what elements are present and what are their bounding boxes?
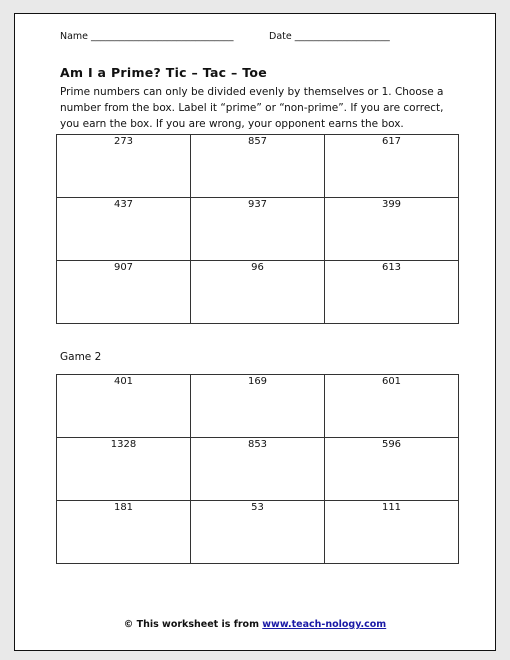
grid-cell: 111 bbox=[325, 501, 459, 564]
game2-grid bbox=[56, 374, 459, 564]
date-field-label: Date ____________________ bbox=[269, 31, 390, 42]
worksheet-page bbox=[14, 13, 496, 651]
grid-cell: 857 bbox=[191, 135, 325, 198]
worksheet-title: Am I a Prime? Tic – Tac – Toe bbox=[60, 65, 268, 80]
grid-cell: 596 bbox=[325, 438, 459, 501]
instructions-text: Prime numbers can only be divided evenly by themselves or 1. Choose a number from the box. Label it “prime” or “non-prime”. If you are correct, you earn the box. If you are wrong, your opponent earns the box. bbox=[60, 86, 444, 130]
grid-cell: 1328 bbox=[57, 438, 191, 501]
footer-credit bbox=[15, 619, 495, 630]
grid-cell: 181 bbox=[57, 501, 191, 564]
table-row bbox=[57, 198, 459, 261]
grid-cell: 853 bbox=[191, 438, 325, 501]
grid-cell: 907 bbox=[57, 261, 191, 324]
grid-cell: 601 bbox=[325, 375, 459, 438]
table-row bbox=[57, 438, 459, 501]
grid-cell: 437 bbox=[57, 198, 191, 261]
game1-grid bbox=[56, 134, 459, 324]
grid-cell: 399 bbox=[325, 198, 459, 261]
grid-cell: 937 bbox=[191, 198, 325, 261]
game2-label: Game 2 bbox=[60, 351, 102, 363]
grid-cell: 401 bbox=[57, 375, 191, 438]
grid-cell: 273 bbox=[57, 135, 191, 198]
grid-cell: 613 bbox=[325, 261, 459, 324]
grid-cell: 617 bbox=[325, 135, 459, 198]
table-row bbox=[57, 135, 459, 198]
table-row bbox=[57, 261, 459, 324]
table-row bbox=[57, 375, 459, 438]
table-row bbox=[57, 501, 459, 564]
name-field-label: Name ______________________________ bbox=[60, 31, 234, 42]
grid-cell: 53 bbox=[191, 501, 325, 564]
grid-cell: 169 bbox=[191, 375, 325, 438]
footer-link[interactable]: www.teach-nology.com bbox=[262, 619, 387, 630]
grid-cell: 96 bbox=[191, 261, 325, 324]
footer-text: © This worksheet is from bbox=[123, 619, 263, 630]
